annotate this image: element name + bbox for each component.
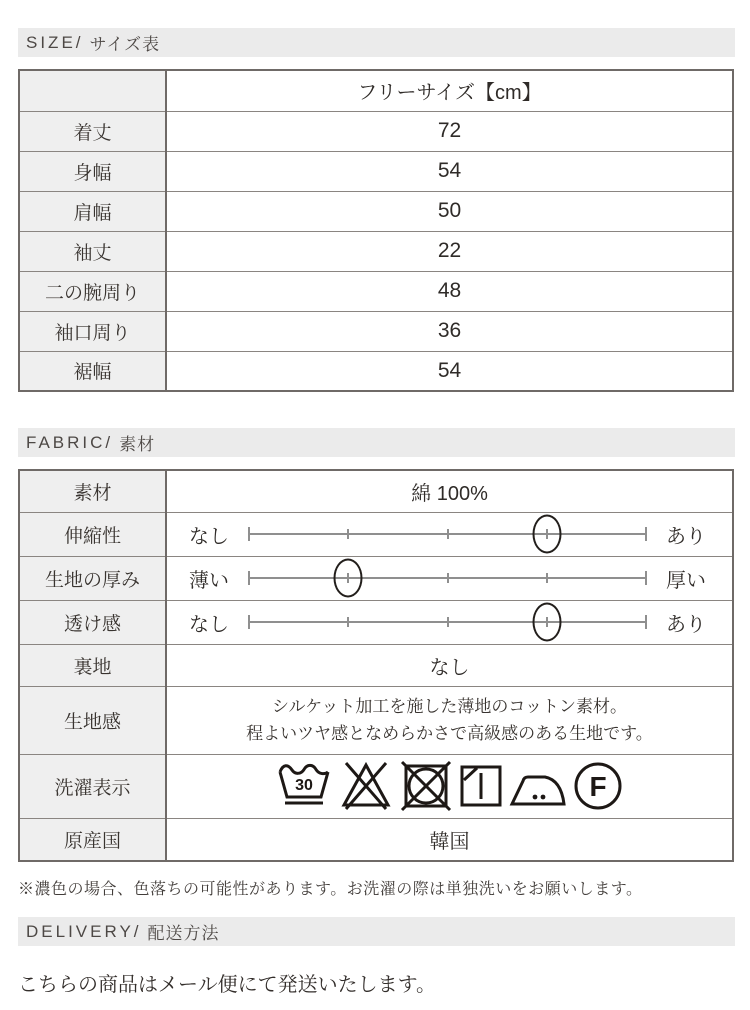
size-row-label: 袖丈 [19, 231, 166, 271]
dry-clean-petroleum-icon [572, 759, 624, 813]
size-row-value: 48 [166, 271, 733, 311]
lining-value: なし [166, 644, 733, 686]
thickness-rating-scale [167, 557, 732, 600]
table-row [19, 600, 733, 644]
fabric-row-label: 生地感 [19, 686, 166, 754]
size-header-jp: サイズ表 [89, 35, 161, 54]
wash-caution-note: ※濃色の場合、色落ちの可能性があります。お洗濯の際は単独洗いをお願いします。 [18, 881, 643, 898]
size-column-header: フリーサイズ【cm】 [166, 70, 733, 111]
table-row [19, 271, 733, 311]
scale-right-label: 厚い [666, 569, 706, 592]
size-row-value: 22 [166, 231, 733, 271]
scale-marker-circle [334, 559, 363, 598]
delivery-method-text: こちらの商品はメール便にて発送いたします。 [18, 974, 436, 996]
stretch-rating-scale [167, 513, 732, 556]
table-row [19, 818, 733, 861]
delivery-header-en: DELIVERY/ [26, 921, 142, 941]
size-table [18, 69, 734, 392]
size-row-value: 54 [166, 151, 733, 191]
size-row-label: 袖口周り [19, 311, 166, 351]
size-row-label: 着丈 [19, 111, 166, 151]
iron-medium-icon [509, 759, 567, 813]
table-row [19, 512, 733, 556]
fabric-row-label: 原産国 [19, 818, 166, 861]
fabric-header-en: FABRIC/ [26, 432, 114, 452]
scale-left-label: なし [189, 613, 229, 636]
fabric-row-label: 素材 [19, 470, 166, 512]
scale-track [249, 601, 646, 644]
scale-right-label: あり [666, 613, 706, 636]
texture-description-line2: 程よいツヤ感となめらかさで高級感のある生地です。 [246, 724, 653, 743]
wash-30-gentle-icon [275, 759, 333, 813]
fabric-row-label: 洗濯表示 [19, 754, 166, 818]
size-row-value: 36 [166, 311, 733, 351]
table-row [19, 111, 733, 151]
origin-value: 韓国 [166, 818, 733, 861]
size-row-label: 身幅 [19, 151, 166, 191]
fabric-table [18, 469, 734, 862]
table-row [19, 351, 733, 391]
fabric-header-jp: 素材 [119, 435, 156, 454]
material-value: 綿 100% [166, 470, 733, 512]
size-header-empty-cell [19, 70, 166, 111]
size-row-value: 54 [166, 351, 733, 391]
scale-track [249, 513, 646, 556]
delivery-section-header [18, 917, 735, 946]
size-row-value: 50 [166, 191, 733, 231]
size-row-label: 肩幅 [19, 191, 166, 231]
table-row [19, 754, 733, 818]
fabric-row-label: 裏地 [19, 644, 166, 686]
sheerness-rating-scale [167, 601, 732, 644]
scale-left-label: なし [189, 525, 229, 548]
scale-marker-circle [532, 515, 561, 554]
svg-text:30: 30 [295, 777, 313, 794]
do-not-bleach-icon [338, 759, 394, 813]
scale-left-label: 薄い [189, 569, 229, 592]
table-row [19, 686, 733, 754]
table-row [19, 644, 733, 686]
line-dry-in-shade-icon [458, 759, 504, 813]
table-row [19, 151, 733, 191]
fabric-row-label: 伸縮性 [19, 512, 166, 556]
size-section-header [18, 28, 735, 57]
do-not-tumble-dry-icon [399, 759, 453, 813]
fabric-row-label: 透け感 [19, 600, 166, 644]
size-row-value: 72 [166, 111, 733, 151]
scale-track [249, 557, 646, 600]
svg-text:F: F [589, 771, 607, 802]
scale-marker-circle [532, 603, 561, 642]
fabric-section-header [18, 428, 735, 457]
scale-right-label: あり [666, 525, 706, 548]
size-header-en: SIZE/ [26, 32, 84, 52]
table-row [19, 311, 733, 351]
size-table-header-row [19, 70, 733, 111]
size-row-label: 裾幅 [19, 351, 166, 391]
table-row [19, 231, 733, 271]
texture-description-line1: シルケット加工を施した薄地のコットン素材。 [271, 697, 628, 716]
fabric-row-label: 生地の厚み [19, 556, 166, 600]
table-row [19, 191, 733, 231]
laundry-care-symbols [167, 759, 732, 813]
table-row [19, 470, 733, 512]
delivery-header-jp: 配送方法 [147, 924, 220, 943]
table-row [19, 556, 733, 600]
size-row-label: 二の腕周り [19, 271, 166, 311]
